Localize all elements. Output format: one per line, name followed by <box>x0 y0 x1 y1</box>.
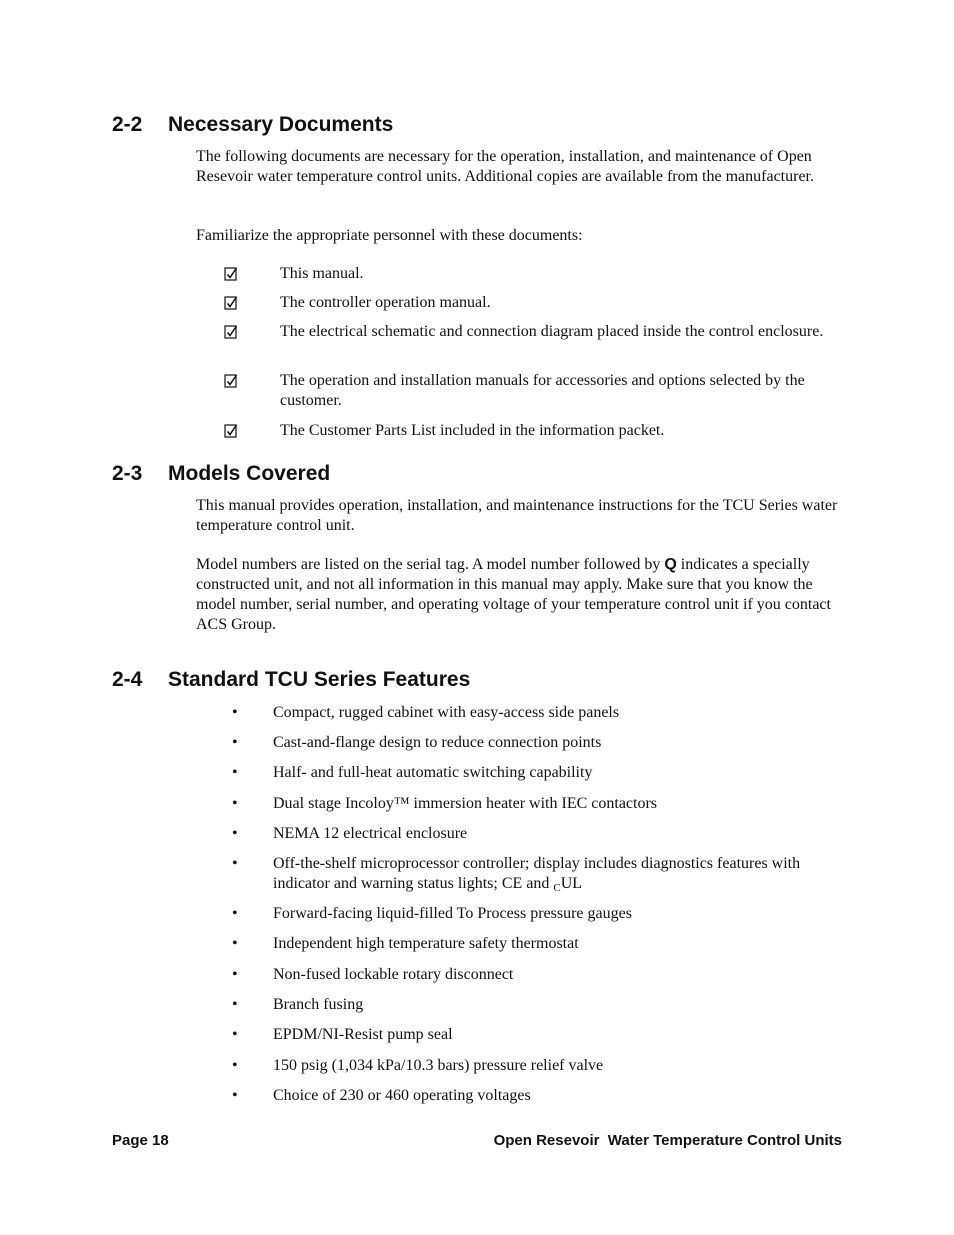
bullet-icon: • <box>232 966 238 983</box>
bullet-icon: • <box>232 855 238 872</box>
feature-text: Non-fused lockable rotary disconnect <box>273 966 514 983</box>
section-number: 2-3 <box>112 462 143 485</box>
feature-text: EPDM/NI-Resist pump seal <box>273 1026 453 1043</box>
checked-box-icon <box>224 266 238 282</box>
feature-text: Choice of 230 or 460 operating voltages <box>273 1087 531 1104</box>
section-heading-2-4 <box>112 668 470 692</box>
footer-document-title: Open Resevoir Water Temperature Control Units <box>493 1132 842 1149</box>
section-title: Standard TCU Series Features <box>168 668 471 691</box>
para2-text-after: indicates a specially constructed unit, and not all information in this manual may apply. Make sure that you know the model number, serial number, and operating voltage of your temperature control unit if you contact ACS Group. <box>196 556 831 633</box>
feature-text: Half- and full-heat automatic switching capability <box>273 764 593 781</box>
cul-mark: UL <box>560 875 583 892</box>
bullet-icon: • <box>232 905 238 922</box>
checked-box-icon <box>224 373 238 389</box>
bullet-icon: • <box>232 1026 238 1043</box>
bullet-icon: • <box>232 1057 238 1074</box>
bullet-icon: • <box>232 795 238 812</box>
bullet-icon: • <box>232 734 238 751</box>
bullet-icon: • <box>232 825 238 842</box>
checklist-item-text: The controller operation manual. <box>280 294 491 311</box>
bullet-icon: • <box>232 764 238 781</box>
checklist-item-text: The electrical schematic and connection diagram placed inside the control enclosure. <box>280 323 824 340</box>
feature-text: Branch fusing <box>273 996 364 1013</box>
section-heading-2-3 <box>112 462 330 486</box>
feature-text <box>273 854 848 898</box>
checked-box-icon <box>224 295 238 311</box>
section-heading-2-2 <box>112 113 393 137</box>
bullet-icon: • <box>232 704 238 721</box>
bullet-icon: • <box>232 996 238 1013</box>
section-title: Models Covered <box>168 462 331 485</box>
footer-page-number: Page 18 <box>112 1132 169 1149</box>
bullet-icon: • <box>232 935 238 952</box>
models-covered-para2 <box>196 555 846 635</box>
cul-subscript: C <box>553 882 561 894</box>
feature-text: Forward-facing liquid-filled To Process pressure gauges <box>273 905 632 922</box>
section-number: 2-4 <box>112 668 143 691</box>
checklist-item-text: The Customer Parts List included in the information packet. <box>280 422 665 439</box>
checklist-item-text: This manual. <box>280 265 364 282</box>
para2-text-before: Model numbers are listed on the serial tag. A model number followed by <box>196 556 665 573</box>
feature-text-main: Off-the-shelf microprocessor controller; display includes diagnostics features with indicator and warning status lights; CE and <box>273 855 801 892</box>
feature-text: Independent high temperature safety thermostat <box>273 935 579 952</box>
feature-text: Dual stage Incoloy™ immersion heater with IEC contactors <box>273 795 658 812</box>
feature-text: Compact, rugged cabinet with easy-access side panels <box>273 704 620 721</box>
models-covered-para1: This manual provides operation, installation, and maintenance instructions for the TCU Series water temperature control unit. <box>196 497 838 534</box>
familiarize-text: Familiarize the appropriate personnel with these documents: <box>196 227 583 244</box>
bullet-icon: • <box>232 1087 238 1104</box>
section-title: Necessary Documents <box>168 113 394 136</box>
checked-box-icon <box>224 423 238 439</box>
checked-box-icon <box>224 324 238 340</box>
necessary-documents-intro: The following documents are necessary for the operation, installation, and maintenance of Open Resevoir water temperature control units. Additional copies are available from the manufacturer. <box>196 148 814 185</box>
checklist-item-text: The operation and installation manuals for accessories and options selected by the customer. <box>280 372 805 409</box>
feature-text: Cast-and-flange design to reduce connection points <box>273 734 602 751</box>
feature-text: 150 psig (1,034 kPa/10.3 bars) pressure relief valve <box>273 1057 604 1074</box>
feature-text: NEMA 12 electrical enclosure <box>273 825 468 842</box>
section-number: 2-2 <box>112 113 143 136</box>
model-q-suffix: Q <box>664 556 677 573</box>
